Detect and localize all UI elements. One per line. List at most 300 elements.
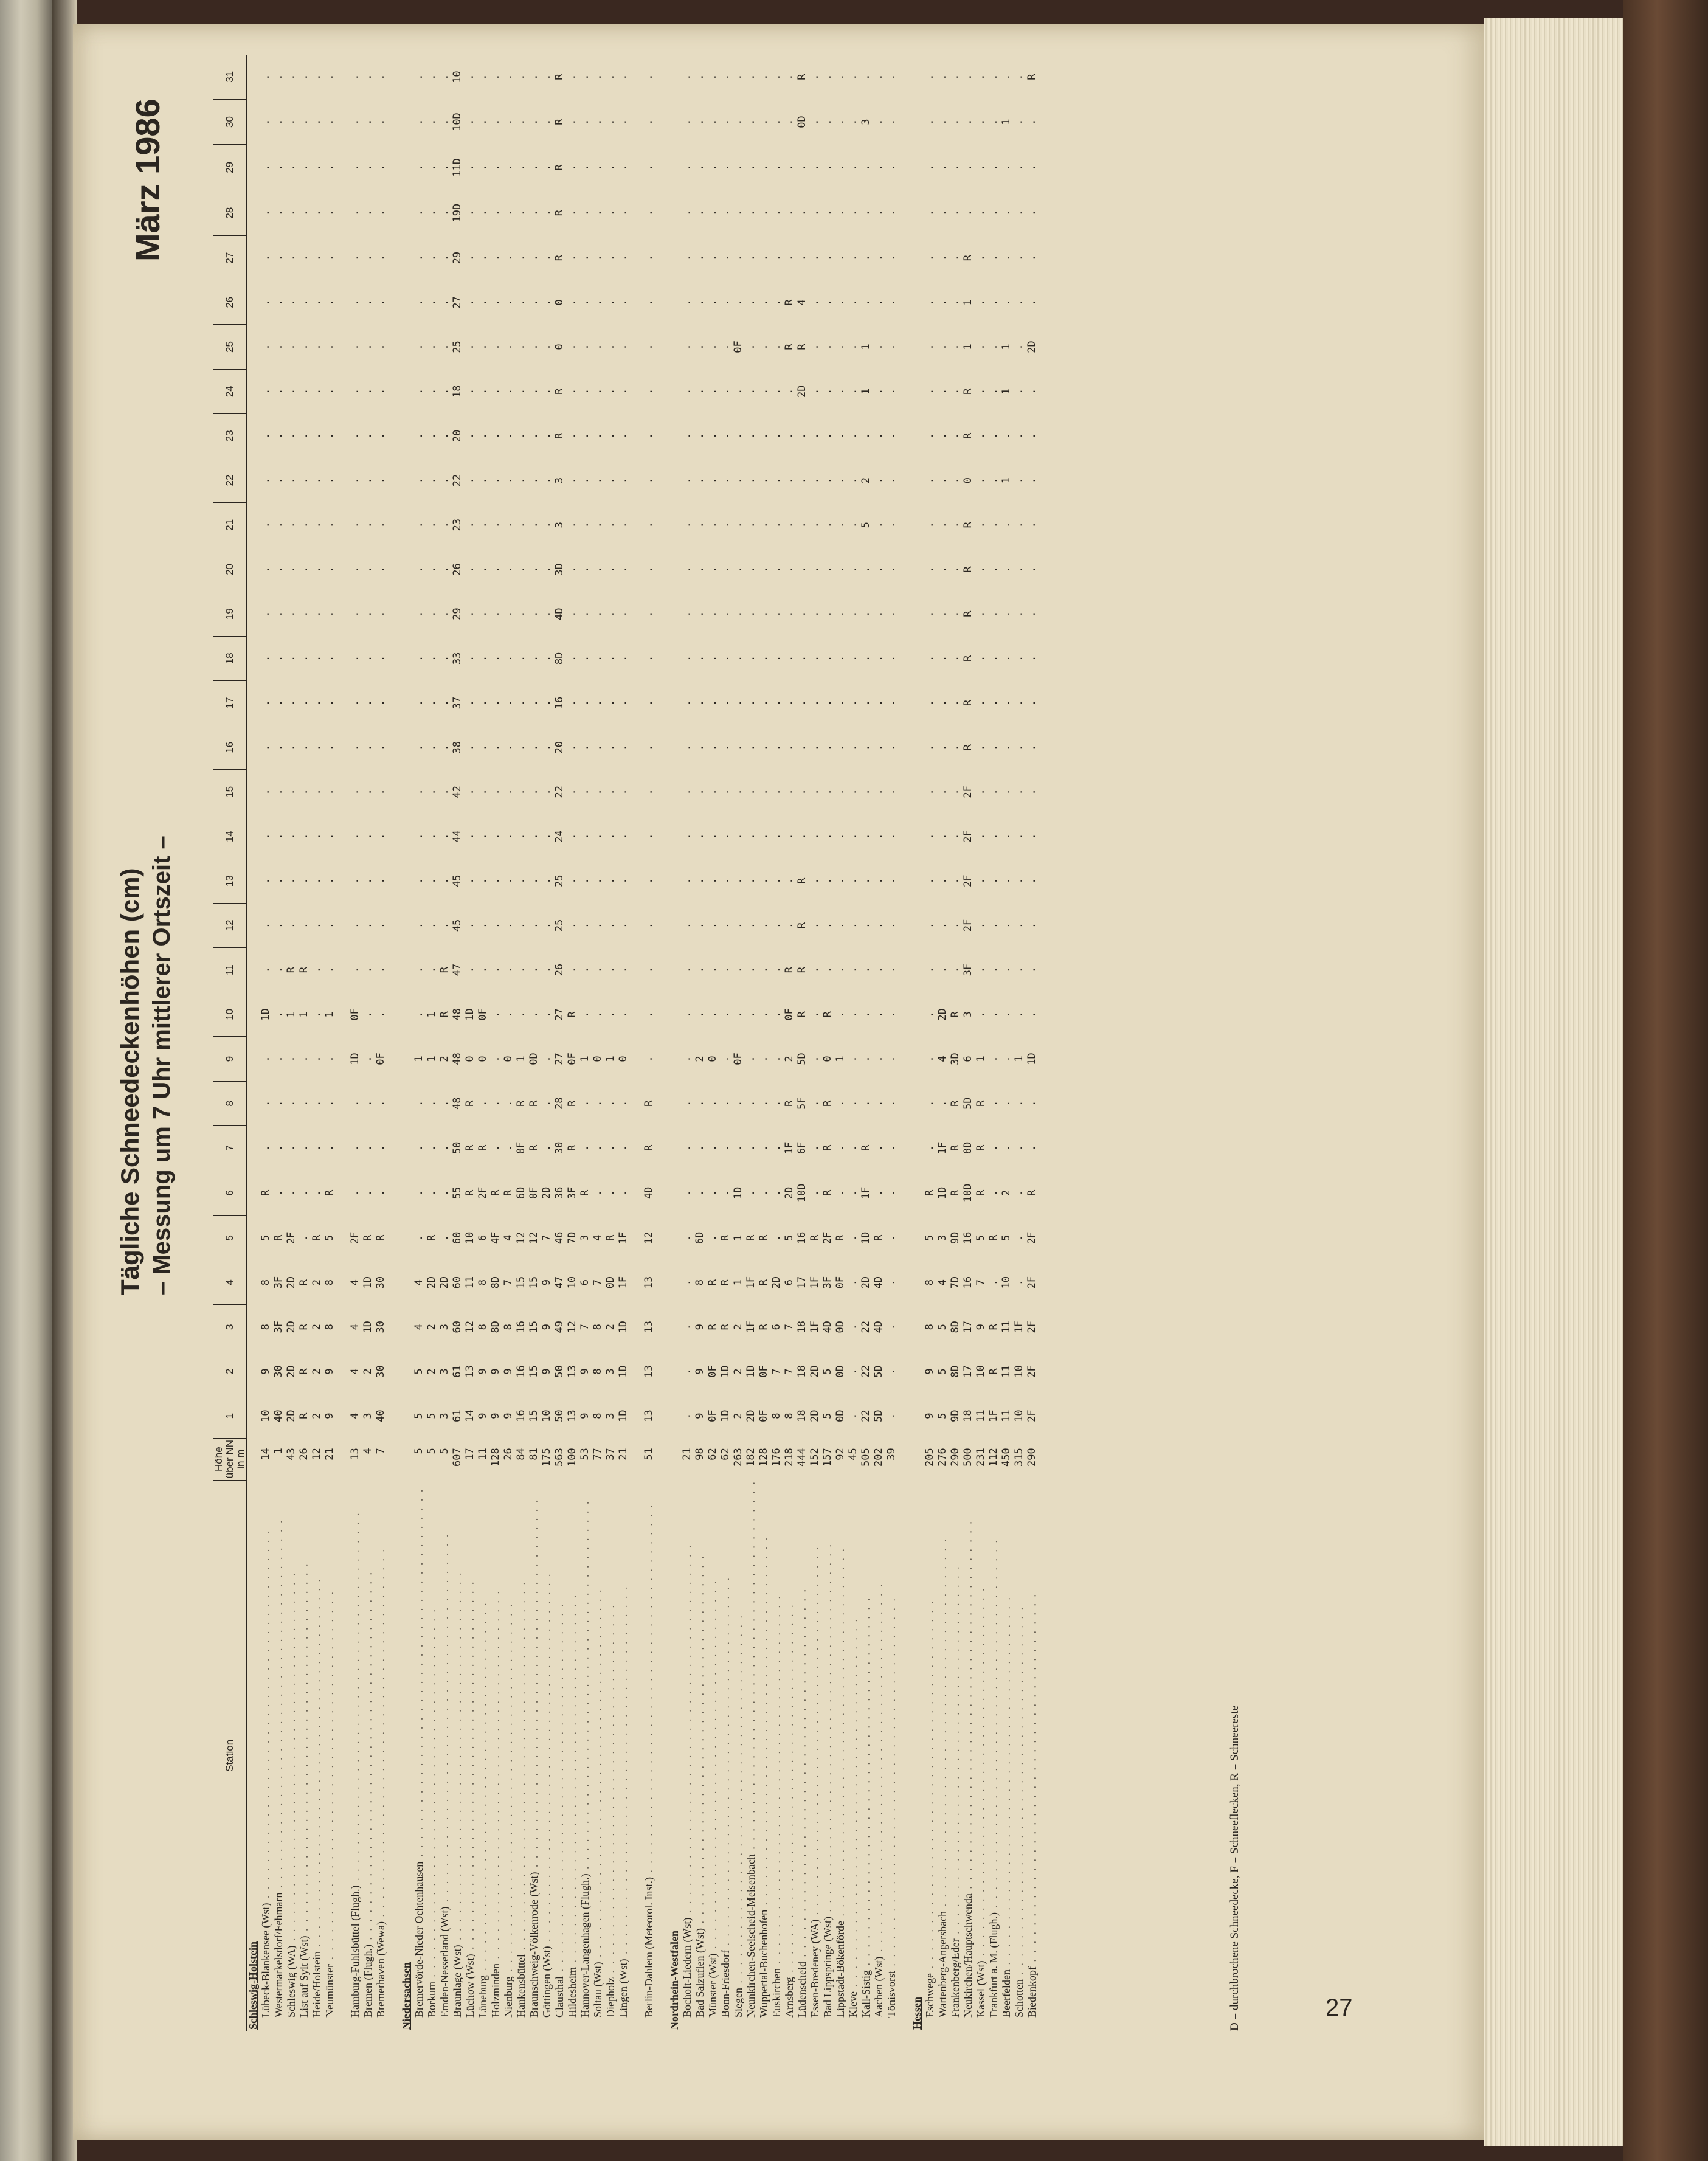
snow-depth-cell: R	[719, 1324, 731, 1330]
snow-depth-cell: R	[987, 1368, 1000, 1375]
snow-depth-cell: .	[975, 119, 987, 125]
snow-depth-cell: 9	[579, 1412, 591, 1419]
table-row	[579, 55, 592, 2031]
snow-depth-cell: .	[987, 655, 1000, 662]
snow-depth-cell: .	[604, 566, 617, 573]
snow-depth-cell: R	[809, 1234, 821, 1241]
snow-depth-cell: .	[426, 566, 438, 573]
snow-depth-cell: .	[1026, 522, 1038, 528]
snow-depth-cell: .	[592, 1011, 604, 1018]
snow-depth-cell: .	[681, 164, 693, 171]
snow-depth-cell: .	[847, 610, 859, 617]
station-name: Berlin-Dahlem (Meteorol. Inst.)	[643, 1877, 655, 2018]
snow-depth-cell: .	[719, 344, 731, 350]
leader-dots: . . . . . . . . . . . . . . . . . . . . . . . . . . . . . . . . . . . . . . . . .	[796, 1588, 808, 1962]
snow-depth-cell: .	[579, 119, 591, 125]
snow-depth-cell: .	[987, 967, 1000, 973]
snow-depth-cell: .	[694, 967, 706, 973]
snow-depth-cell: .	[604, 699, 617, 707]
snow-depth-cell: .	[975, 744, 987, 751]
snow-depth-cell: .	[924, 833, 936, 840]
leader-dots: . . . . . . . . . . . . . . . . . . . . . . . . . . . . . . . . . . . . . . . . .	[707, 1579, 719, 1954]
snow-depth-cell: .	[285, 922, 297, 929]
table-row	[489, 55, 502, 2031]
snow-depth-cell: .	[502, 299, 514, 306]
snow-depth-cell: .	[438, 299, 451, 306]
snow-depth-cell: .	[617, 255, 629, 261]
snow-depth-cell: .	[413, 655, 425, 662]
snow-depth-cell: .	[617, 210, 629, 216]
station-name: Münster (Wst)	[707, 1953, 719, 2018]
snow-depth-cell: R	[260, 1189, 272, 1197]
snow-depth-cell: .	[604, 877, 617, 884]
snow-depth-cell: .	[643, 477, 655, 484]
snow-depth-cell: .	[285, 1144, 297, 1152]
table-row	[873, 55, 885, 2031]
snow-depth-cell: .	[541, 522, 553, 528]
station-name-cell	[438, 1480, 451, 2031]
snow-depth-cell: .	[745, 1189, 757, 1197]
snow-depth-cell: .	[528, 388, 540, 395]
region-group-row	[400, 55, 413, 2031]
snow-depth-cell: .	[707, 789, 719, 795]
snow-depth-cell: .	[809, 1011, 821, 1018]
snow-depth-cell: .	[502, 610, 514, 617]
snow-depth-cell: .	[873, 522, 885, 528]
snow-depth-cell: .	[362, 1056, 374, 1062]
altitude-cell: 11	[477, 1448, 489, 1461]
leader-dots: . . . . . . . . . . . . . . . . . . . . . . . . . . . . . . . . . . . . . . . . .	[949, 1565, 961, 1939]
snow-depth-cell: .	[413, 1189, 425, 1197]
snow-depth-cell: .	[732, 1144, 744, 1152]
snow-depth-cell: 8	[924, 1324, 936, 1330]
snow-depth-cell: .	[1013, 610, 1025, 617]
snow-depth-cell: R	[796, 967, 808, 973]
snow-depth-cell: R	[553, 210, 565, 216]
station-name: Neukirchen/Hauptschwenda	[962, 1893, 974, 2018]
snow-depth-cell: .	[592, 744, 604, 751]
snow-depth-cell: .	[847, 1189, 859, 1197]
snow-depth-cell: 0F	[758, 1409, 770, 1422]
snow-depth-cell: 2F	[1026, 1321, 1038, 1333]
station-name: Kassel (Wst)	[975, 1960, 987, 2018]
snow-depth-cell: R	[1026, 1189, 1038, 1197]
snow-depth-cell: .	[860, 877, 872, 884]
snow-depth-cell: .	[949, 432, 961, 440]
snow-depth-cell: 9	[323, 1368, 336, 1375]
snow-depth-cell: .	[528, 1011, 540, 1018]
snow-depth-cell: .	[758, 655, 770, 662]
snow-depth-cell: .	[1026, 655, 1038, 662]
snow-depth-cell: .	[809, 922, 821, 929]
snow-depth-cell: .	[1000, 789, 1012, 795]
snow-depth-cell: .	[285, 388, 297, 395]
snow-depth-cell: .	[936, 967, 949, 973]
snow-depth-cell: .	[719, 388, 731, 395]
snow-depth-cell: .	[707, 210, 719, 216]
snow-depth-cell: .	[311, 566, 323, 573]
snow-depth-cell: 3	[438, 1324, 451, 1330]
snow-depth-cell: .	[694, 610, 706, 617]
snow-depth-cell: 3	[579, 1234, 591, 1241]
snow-depth-cell: .	[375, 610, 387, 617]
altitude-cell: 81	[528, 1448, 540, 1461]
snow-depth-cell: 55	[451, 1186, 463, 1200]
snow-depth-cell: .	[272, 744, 285, 751]
snow-depth-cell: .	[464, 789, 476, 795]
snow-depth-cell: .	[260, 610, 272, 617]
snow-depth-cell: .	[541, 789, 553, 795]
snow-depth-cell: 0D	[834, 1409, 846, 1422]
snow-depth-cell: .	[285, 1100, 297, 1107]
station-column-header: Station	[213, 1480, 247, 2031]
snow-depth-cell: 17	[962, 1365, 974, 1378]
snow-depth-cell: .	[323, 789, 336, 795]
snow-depth-cell: 9	[541, 1324, 553, 1330]
leader-dots: . . . . . . . . . . . . . . . . . . . . . . . . . . . . . . . . . . . . . . . . .	[834, 1547, 846, 1921]
snow-depth-cell: .	[924, 164, 936, 171]
snow-depth-cell: 28	[553, 1097, 565, 1110]
snow-depth-cell: .	[323, 967, 336, 973]
snow-depth-cell: .	[541, 877, 553, 884]
snow-depth-cell: .	[809, 877, 821, 884]
snow-depth-cell: .	[1026, 610, 1038, 617]
snow-depth-cell: .	[975, 477, 987, 484]
snow-depth-cell: .	[502, 119, 514, 125]
snow-depth-cell: .	[1013, 566, 1025, 573]
snow-depth-cell: .	[323, 119, 336, 125]
snow-depth-cell: 4	[936, 1279, 949, 1286]
station-name: Braunschweig-Völkenrode (Wst)	[528, 1872, 540, 2018]
snow-depth-cell: .	[375, 119, 387, 125]
snow-depth-cell: 3F	[821, 1276, 834, 1289]
leader-dots: . . . . . . . . . . . . . . . . . . . . . . . . . . . . . . . . . . . . . . . . .	[873, 1582, 885, 1957]
station-name: Borkum	[426, 1981, 438, 2018]
snow-depth-cell: .	[873, 699, 885, 707]
snow-depth-cell: .	[413, 210, 425, 216]
snow-depth-cell: .	[681, 744, 693, 751]
station-name-cell	[451, 1480, 464, 2031]
station-name-cell	[349, 1480, 362, 2031]
snow-depth-cell: .	[579, 74, 591, 80]
snow-depth-cell: .	[1000, 967, 1012, 973]
snow-depth-cell: .	[272, 299, 285, 306]
snow-depth-cell: .	[809, 1144, 821, 1152]
snow-depth-cell: .	[438, 789, 451, 795]
snow-depth-cell: .	[1000, 877, 1012, 884]
snow-depth-cell: .	[783, 744, 795, 751]
snow-depth-cell: .	[936, 74, 949, 80]
altitude-cell: 315	[1013, 1448, 1025, 1467]
snow-depth-cell: .	[987, 566, 1000, 573]
snow-depth-cell: .	[809, 255, 821, 261]
snow-depth-cell: .	[975, 1011, 987, 1018]
snow-depth-cell: .	[694, 432, 706, 440]
station-name-cell	[834, 1480, 847, 2031]
snow-depth-cell: .	[834, 566, 846, 573]
day-column-header: 25	[213, 325, 247, 369]
snow-depth-cell: .	[375, 1144, 387, 1152]
station-name-cell	[1026, 1480, 1039, 2031]
snow-depth-cell: .	[285, 522, 297, 528]
snow-depth-cell: .	[809, 477, 821, 484]
snow-depth-cell: R	[553, 164, 565, 171]
snow-depth-cell: .	[719, 655, 731, 662]
snow-depth-cell: .	[592, 477, 604, 484]
snow-depth-cell: .	[566, 255, 578, 261]
station-name: Beerfelden	[1000, 1969, 1012, 2018]
snow-depth-cell: .	[413, 877, 425, 884]
snow-depth-cell: R	[783, 299, 795, 306]
snow-depth-cell: .	[885, 432, 897, 440]
snow-depth-cell: .	[617, 344, 629, 350]
snow-depth-cell: .	[323, 255, 336, 261]
snow-depth-cell: .	[694, 1100, 706, 1107]
snow-depth-cell: .	[770, 699, 783, 707]
snow-depth-cell: .	[783, 877, 795, 884]
snow-depth-cell: .	[260, 789, 272, 795]
snow-depth-cell: .	[936, 610, 949, 617]
station-name: Holzminden	[489, 1963, 502, 2018]
snow-depth-cell: .	[885, 877, 897, 884]
snow-depth-cell: .	[860, 566, 872, 573]
snow-depth-cell: 1	[1013, 1056, 1025, 1062]
snow-depth-cell: .	[311, 789, 323, 795]
snow-depth-cell: .	[566, 833, 578, 840]
day-column-header: 12	[213, 903, 247, 947]
snow-depth-cell: .	[413, 119, 425, 125]
snow-depth-cell: .	[375, 210, 387, 216]
snow-depth-cell: R	[821, 1011, 834, 1018]
snow-depth-cell: .	[617, 1144, 629, 1152]
snow-depth-cell: .	[745, 744, 757, 751]
station-name: Bremervörde-Nieder Ochtenhausen	[413, 1861, 425, 2018]
snow-depth-cell: 4F	[489, 1231, 502, 1245]
snow-depth-cell: .	[502, 655, 514, 662]
snow-depth-cell: .	[643, 344, 655, 350]
snow-depth-cell: .	[949, 610, 961, 617]
snow-depth-cell: .	[298, 566, 310, 573]
snow-depth-cell: .	[375, 299, 387, 306]
snow-depth-cell: .	[834, 522, 846, 528]
snow-depth-cell: .	[873, 344, 885, 350]
snow-depth-cell: .	[694, 877, 706, 884]
snow-depth-cell: .	[975, 522, 987, 528]
snow-depth-cell: .	[592, 344, 604, 350]
snow-depth-cell: .	[375, 522, 387, 528]
snow-depth-cell: .	[707, 922, 719, 929]
leader-dots: . . . . . . . . . . . . . . . . . . . . . . . . . . . . . . . . . . . . . . . . .	[821, 1543, 834, 1917]
snow-depth-cell: .	[834, 655, 846, 662]
snow-depth-cell: R	[758, 1324, 770, 1330]
snow-depth-cell: .	[579, 789, 591, 795]
snow-depth-cell: .	[643, 119, 655, 125]
leader-dots: . . . . . . . . . . . . . . . . . . . . . . . . . . . . . . . . . . . . . . . . .	[885, 1596, 897, 1971]
station-name-cell	[285, 1480, 298, 2031]
snow-depth-cell: R	[873, 1234, 885, 1241]
snow-depth-cell: 1	[413, 1056, 425, 1062]
station-name: Heide/Holstein	[311, 1951, 323, 2018]
snow-depth-cell: .	[719, 833, 731, 840]
snow-depth-cell: .	[809, 522, 821, 528]
snow-depth-cell: R	[758, 1234, 770, 1241]
snow-depth-cell: .	[477, 566, 489, 573]
snow-depth-cell: .	[528, 655, 540, 662]
snow-depth-cell: 3	[438, 1412, 451, 1419]
snow-depth-cell: 13	[464, 1365, 476, 1378]
snow-depth-cell: .	[707, 477, 719, 484]
snow-depth-cell: .	[987, 522, 1000, 528]
snow-depth-cell: .	[809, 699, 821, 707]
snow-depth-cell: .	[758, 833, 770, 840]
snow-depth-cell: .	[260, 655, 272, 662]
snow-depth-cell: .	[732, 477, 744, 484]
snow-depth-cell: 22	[860, 1365, 872, 1378]
snow-depth-cell: 3	[438, 1368, 451, 1375]
snow-depth-cell: .	[719, 164, 731, 171]
snow-depth-cell: .	[298, 477, 310, 484]
snow-depth-cell: 7	[592, 1279, 604, 1286]
snow-depth-cell: .	[783, 255, 795, 261]
snow-depth-cell: .	[489, 744, 502, 751]
leader-dots: . . . . . . . . . . . . . . . . . . . . . . . . . . . . . . . . . . . . . . . . .	[604, 1603, 617, 1978]
snow-depth-cell: R	[924, 1189, 936, 1197]
table-row	[707, 55, 719, 2031]
snow-depth-cell: 1	[732, 1279, 744, 1286]
snow-depth-cell: 38	[451, 741, 463, 754]
table-row	[451, 55, 464, 2031]
snow-depth-cell: .	[413, 566, 425, 573]
leader-dots: . . . . . . . . . . . . . . . . . . . . . . . . . . . . . . . . . . . . . . . . .	[860, 1596, 872, 1970]
snow-depth-cell: .	[745, 477, 757, 484]
station-name-cell	[694, 1480, 707, 2031]
table-row	[809, 55, 821, 2031]
snow-depth-cell: .	[1013, 1011, 1025, 1018]
snow-depth-cell: .	[592, 789, 604, 795]
snow-depth-cell: R	[719, 1234, 731, 1241]
snow-depth-cell: .	[885, 74, 897, 80]
leader-dots: . . . . . . . . . . . . . . . . . . . . . . . . . . . . . . . . . . . . . . . . .	[502, 1602, 514, 1977]
snow-depth-cell: .	[924, 610, 936, 617]
snow-depth-cell: .	[1000, 74, 1012, 80]
snow-depth-cell: .	[796, 655, 808, 662]
snow-depth-cell: 9	[502, 1368, 514, 1375]
snow-depth-cell: .	[719, 299, 731, 306]
leader-dots: . . . . . . . . . . . . . . . . . . . . . . . . . . . . . . . . . . . . . . . . .	[681, 1543, 693, 1918]
snow-depth-cell: .	[438, 1100, 451, 1107]
altitude-cell: 218	[783, 1448, 795, 1467]
snow-depth-cell: 1F	[617, 1231, 629, 1245]
snow-depth-cell: .	[298, 610, 310, 617]
snow-depth-cell: .	[719, 1144, 731, 1152]
snow-depth-cell: .	[758, 610, 770, 617]
snow-depth-cell: 10	[566, 1276, 578, 1289]
snow-depth-cell: .	[489, 566, 502, 573]
snow-depth-cell: .	[681, 1056, 693, 1062]
snow-depth-cell: .	[541, 1100, 553, 1107]
snow-depth-cell: 40	[375, 1409, 387, 1422]
snow-depth-cell: .	[426, 922, 438, 929]
snow-depth-cell: 7D	[949, 1276, 961, 1289]
snow-depth-cell: .	[413, 922, 425, 929]
snow-depth-cell: .	[860, 1056, 872, 1062]
snow-depth-cell: .	[745, 210, 757, 216]
snow-depth-cell: .	[681, 432, 693, 440]
snow-depth-cell: .	[375, 877, 387, 884]
snow-depth-cell: .	[464, 522, 476, 528]
snow-depth-cell: .	[323, 344, 336, 350]
snow-depth-cell: .	[949, 299, 961, 306]
snow-depth-cell: .	[438, 1189, 451, 1197]
snow-depth-cell: .	[592, 522, 604, 528]
station-name-cell	[502, 1480, 515, 2031]
snow-depth-cell: .	[438, 388, 451, 395]
snow-depth-cell: .	[617, 699, 629, 707]
snow-depth-cell: .	[796, 699, 808, 707]
snow-depth-cell: .	[604, 610, 617, 617]
snow-depth-cell: .	[349, 164, 361, 171]
snow-depth-cell: R	[426, 1234, 438, 1241]
snow-depth-cell: .	[426, 877, 438, 884]
snow-depth-cell: .	[604, 255, 617, 261]
snow-depth-cell: .	[873, 432, 885, 440]
leader-dots: . . . . . . . . . . . . . . . . . . . . . . . . . . . . . . . . . . . . . . . . .	[323, 1590, 336, 1965]
snow-depth-cell: .	[1000, 299, 1012, 306]
station-name: Hankensbüttel	[515, 1954, 527, 2018]
snow-depth-cell: .	[745, 344, 757, 350]
snow-depth-cell: .	[834, 610, 846, 617]
snow-depth-cell: .	[285, 432, 297, 440]
snow-depth-cell: .	[847, 877, 859, 884]
snow-depth-cell: .	[528, 344, 540, 350]
snow-depth-cell: .	[821, 744, 834, 751]
snow-depth-cell: 22	[860, 1321, 872, 1333]
snow-depth-cell: R	[783, 1100, 795, 1107]
snow-depth-cell: .	[528, 967, 540, 973]
snow-depth-cell: .	[375, 74, 387, 80]
snow-depth-cell: 2D	[285, 1365, 297, 1378]
snow-depth-cell: 2	[362, 1368, 374, 1375]
snow-depth-cell: .	[1013, 477, 1025, 484]
snow-depth-cell: .	[426, 119, 438, 125]
snow-depth-cell: .	[528, 566, 540, 573]
snow-depth-cell: .	[1000, 1100, 1012, 1107]
snow-depth-cell: .	[566, 610, 578, 617]
snow-depth-cell: R	[375, 1234, 387, 1241]
snow-depth-cell: 15	[528, 1409, 540, 1422]
snow-depth-cell: 13	[643, 1321, 655, 1333]
snow-depth-cell: .	[362, 477, 374, 484]
snow-depth-cell: .	[298, 1234, 310, 1241]
station-name: Westermarkelsdorf/Fehmarn	[272, 1892, 285, 2018]
snow-depth-cell: 60	[451, 1231, 463, 1245]
book-cover	[1623, 0, 1708, 2161]
snow-depth-cell: .	[809, 967, 821, 973]
snow-depth-cell: 1	[426, 1011, 438, 1018]
snow-depth-cell: .	[272, 1189, 285, 1197]
snow-depth-cell: .	[770, 477, 783, 484]
snow-depth-cell: .	[285, 299, 297, 306]
snow-depth-cell: .	[1026, 922, 1038, 929]
snow-depth-cell: .	[783, 210, 795, 216]
snow-depth-cell: 7	[783, 1368, 795, 1375]
snow-depth-cell: 1	[1000, 119, 1012, 125]
snow-depth-cell: .	[860, 922, 872, 929]
snow-depth-cell: .	[821, 833, 834, 840]
snow-depth-cell: 5	[975, 1234, 987, 1241]
snow-depth-cell: .	[592, 1100, 604, 1107]
snow-depth-cell: .	[260, 74, 272, 80]
